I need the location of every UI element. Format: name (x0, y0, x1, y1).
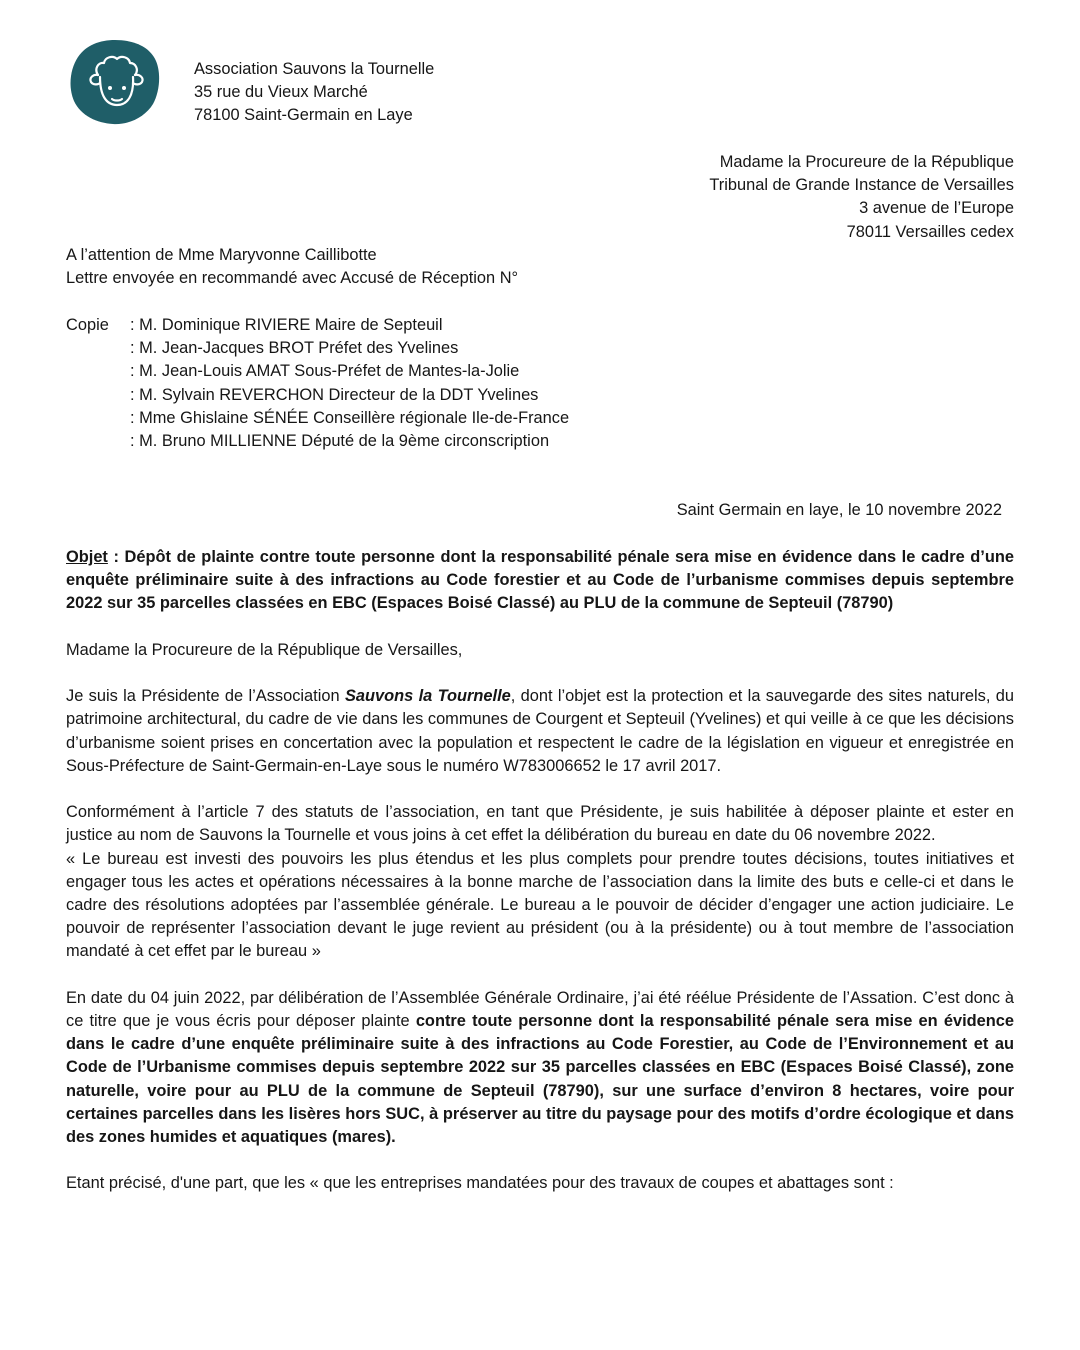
subject-label: Objet (66, 548, 108, 566)
copy-recipient: : M. Dominique RIVIERE Maire de Septeuil (130, 316, 443, 334)
registered-mail-line: Lettre envoyée en recommandé avec Accusé de Réception N° (66, 269, 519, 288)
copies-row (66, 314, 569, 337)
copies-row (66, 337, 569, 360)
sender-city: 78100 Saint-Germain en Laye (194, 106, 413, 125)
copies-row (66, 407, 569, 430)
paragraph-complaint: En date du 04 juin 2022, par délibération de l’Assemblée Générale Ordinaire, j’ai été réélue Présidente de l’Assation. C’est donc à ce titre que je vous écris pour déposer plainte contre toute personne dont la responsabilité pénale sera mise en évidence dans le cadre d’une enquête préliminaire suite à des infractions au Code Forestier, au Code de l’Environnement et au Code de l’Urbanisme commises depuis septembre 2022 sur 35 parcelles classées en EBC (Espaces Boisé Classé), zone naturelle, voire pour au PLU de la commune de Septeuil (78790), sur une surface d’environ 8 hectares, voire pour certaines parcelles dans les lisères hors SUC, à préserver au titre du paysage pour des motifs d’ordre écologique et dans des zones humides et aquatiques (mares). (66, 988, 1014, 1147)
copy-recipient: : M. Sylvain REVERCHON Directeur de la DDT Yvelines (130, 385, 539, 404)
copies-row (66, 384, 569, 407)
recipient-name: Madame la Procureure de la République (719, 153, 1014, 171)
salutation: Madame la Procureure de la République de Versailles, (66, 640, 463, 659)
attention-line: A l’attention de Mme Maryvonne Caillibotte (66, 246, 377, 264)
subject-paragraph (66, 546, 1014, 616)
paragraph-companies: Etant précisé, d'une part, que les « que les entreprises mandatées pour des travaux de coupes et abattages sont : (66, 1174, 894, 1193)
recipient-address (709, 151, 1014, 244)
copy-recipient: : M. Jean-Jacques BROT Préfet des Yvelines (130, 339, 459, 358)
sender-street: 35 rue du Vieux Marché (194, 83, 368, 102)
attention-block (66, 244, 518, 290)
subject-text: : Dépôt de plainte contre toute personne dont la responsabilité pénale sera mise en évidence dans le cadre d’une enquête préliminaire suite à des infractions au Code forestier et au Code de l’urbanisme commises depuis septembre 2022 sur 35 parcelles classées en EBC (Espaces Boisé Classé) au PLU de la commune de Septeuil (78790) (66, 548, 1014, 613)
copy-recipient: : M. Jean-Louis AMAT Sous-Préfet de Mantes-la-Jolie (130, 362, 520, 381)
sender-address (194, 58, 434, 128)
association-name: Sauvons la Tournelle (344, 687, 511, 706)
copies-row (66, 430, 569, 453)
copies-row (66, 360, 569, 383)
copies-label: Copie (66, 316, 109, 334)
recipient-court: Tribunal de Grande Instance de Versailles (709, 176, 1014, 195)
recipient-city: 78011 Versailles cedex (846, 222, 1014, 241)
recipient-street: 3 avenue de l’Europe (859, 199, 1014, 218)
sheep-icon (69, 37, 161, 127)
paragraph-mandate: Conformément à l’article 7 des statuts de l’association, en tant que Présidente, je suis habilitée à déposer plainte et ester en justice au nom de Sauvons la Tournelle et vous joins à cet effet la délibération du bureau en date du 06 novembre 2022. (66, 803, 1014, 845)
bureau-quote: « Le bureau est investi des pouvoirs les plus étendus et les plus complets pour prendre toutes décisions, toutes initiatives et engager tous les actes et opérations nécessaires à la bonne marche de l’association dans la limite des buts e celle-ci et dans le cadre des résolutions adoptées par l’assemblée générale. Le bureau a le pouvoir de décider d’engager une action judiciaire. Le pouvoir de représenter l’association devant le juge revient au président (ou à la présidente) ou à tout membre de l’association mandaté à cet effet par le bureau » (66, 849, 1014, 961)
copy-recipient: : M. Bruno MILLIENNE Député de la 9ème circonscription (130, 432, 550, 451)
sender-name: Association Sauvons la Tournelle (194, 60, 435, 78)
paragraph-presentation: Je suis la Présidente de l’Association Sauvons la Tournelle, dont l’objet est la protection et la sauvegarde des sites naturels, du patrimoine architectural, du cadre de vie dans les communes de Courgent et Septeuil (Yvelines) et qui veille à ce que les décisions d’urbanisme soient prises en concertation avec la population et respectent le cadre de la législation en vigueur et enregistrée en Sous-Préfecture de Saint-Germain-en-Laye sous le numéro W783006652 le 17 avril 2017. (66, 687, 1014, 775)
complaint-statement: contre toute personne dont la responsabilité pénale sera mise en évidence dans le cadre d’une enquête préliminaire suite à des infractions au Code Forestier, au Code de l’Environnement et au Code de l’Urbanisme commises depuis septembre 2022 sur 35 parcelles classées en EBC (Espaces Boisé Classé), zone naturelle, voire pour au PLU de la commune de Septeuil (78790), sur une surface d’environ 8 hectares, voire pour certaines parcelles dans les lisères hors SUC, à préserver au titre du paysage pour des motifs d’ordre écologique et dans des zones humides et aquatiques (mares). (66, 1012, 1014, 1147)
copies-table (66, 314, 569, 453)
date-line: Saint Germain en laye, le 10 novembre 2022 (676, 501, 1002, 519)
copies-block (66, 314, 569, 453)
letter-body (66, 546, 1014, 1219)
copy-recipient: : Mme Ghislaine SÉNÉE Conseillère régionale Ile-de-France (130, 408, 570, 427)
